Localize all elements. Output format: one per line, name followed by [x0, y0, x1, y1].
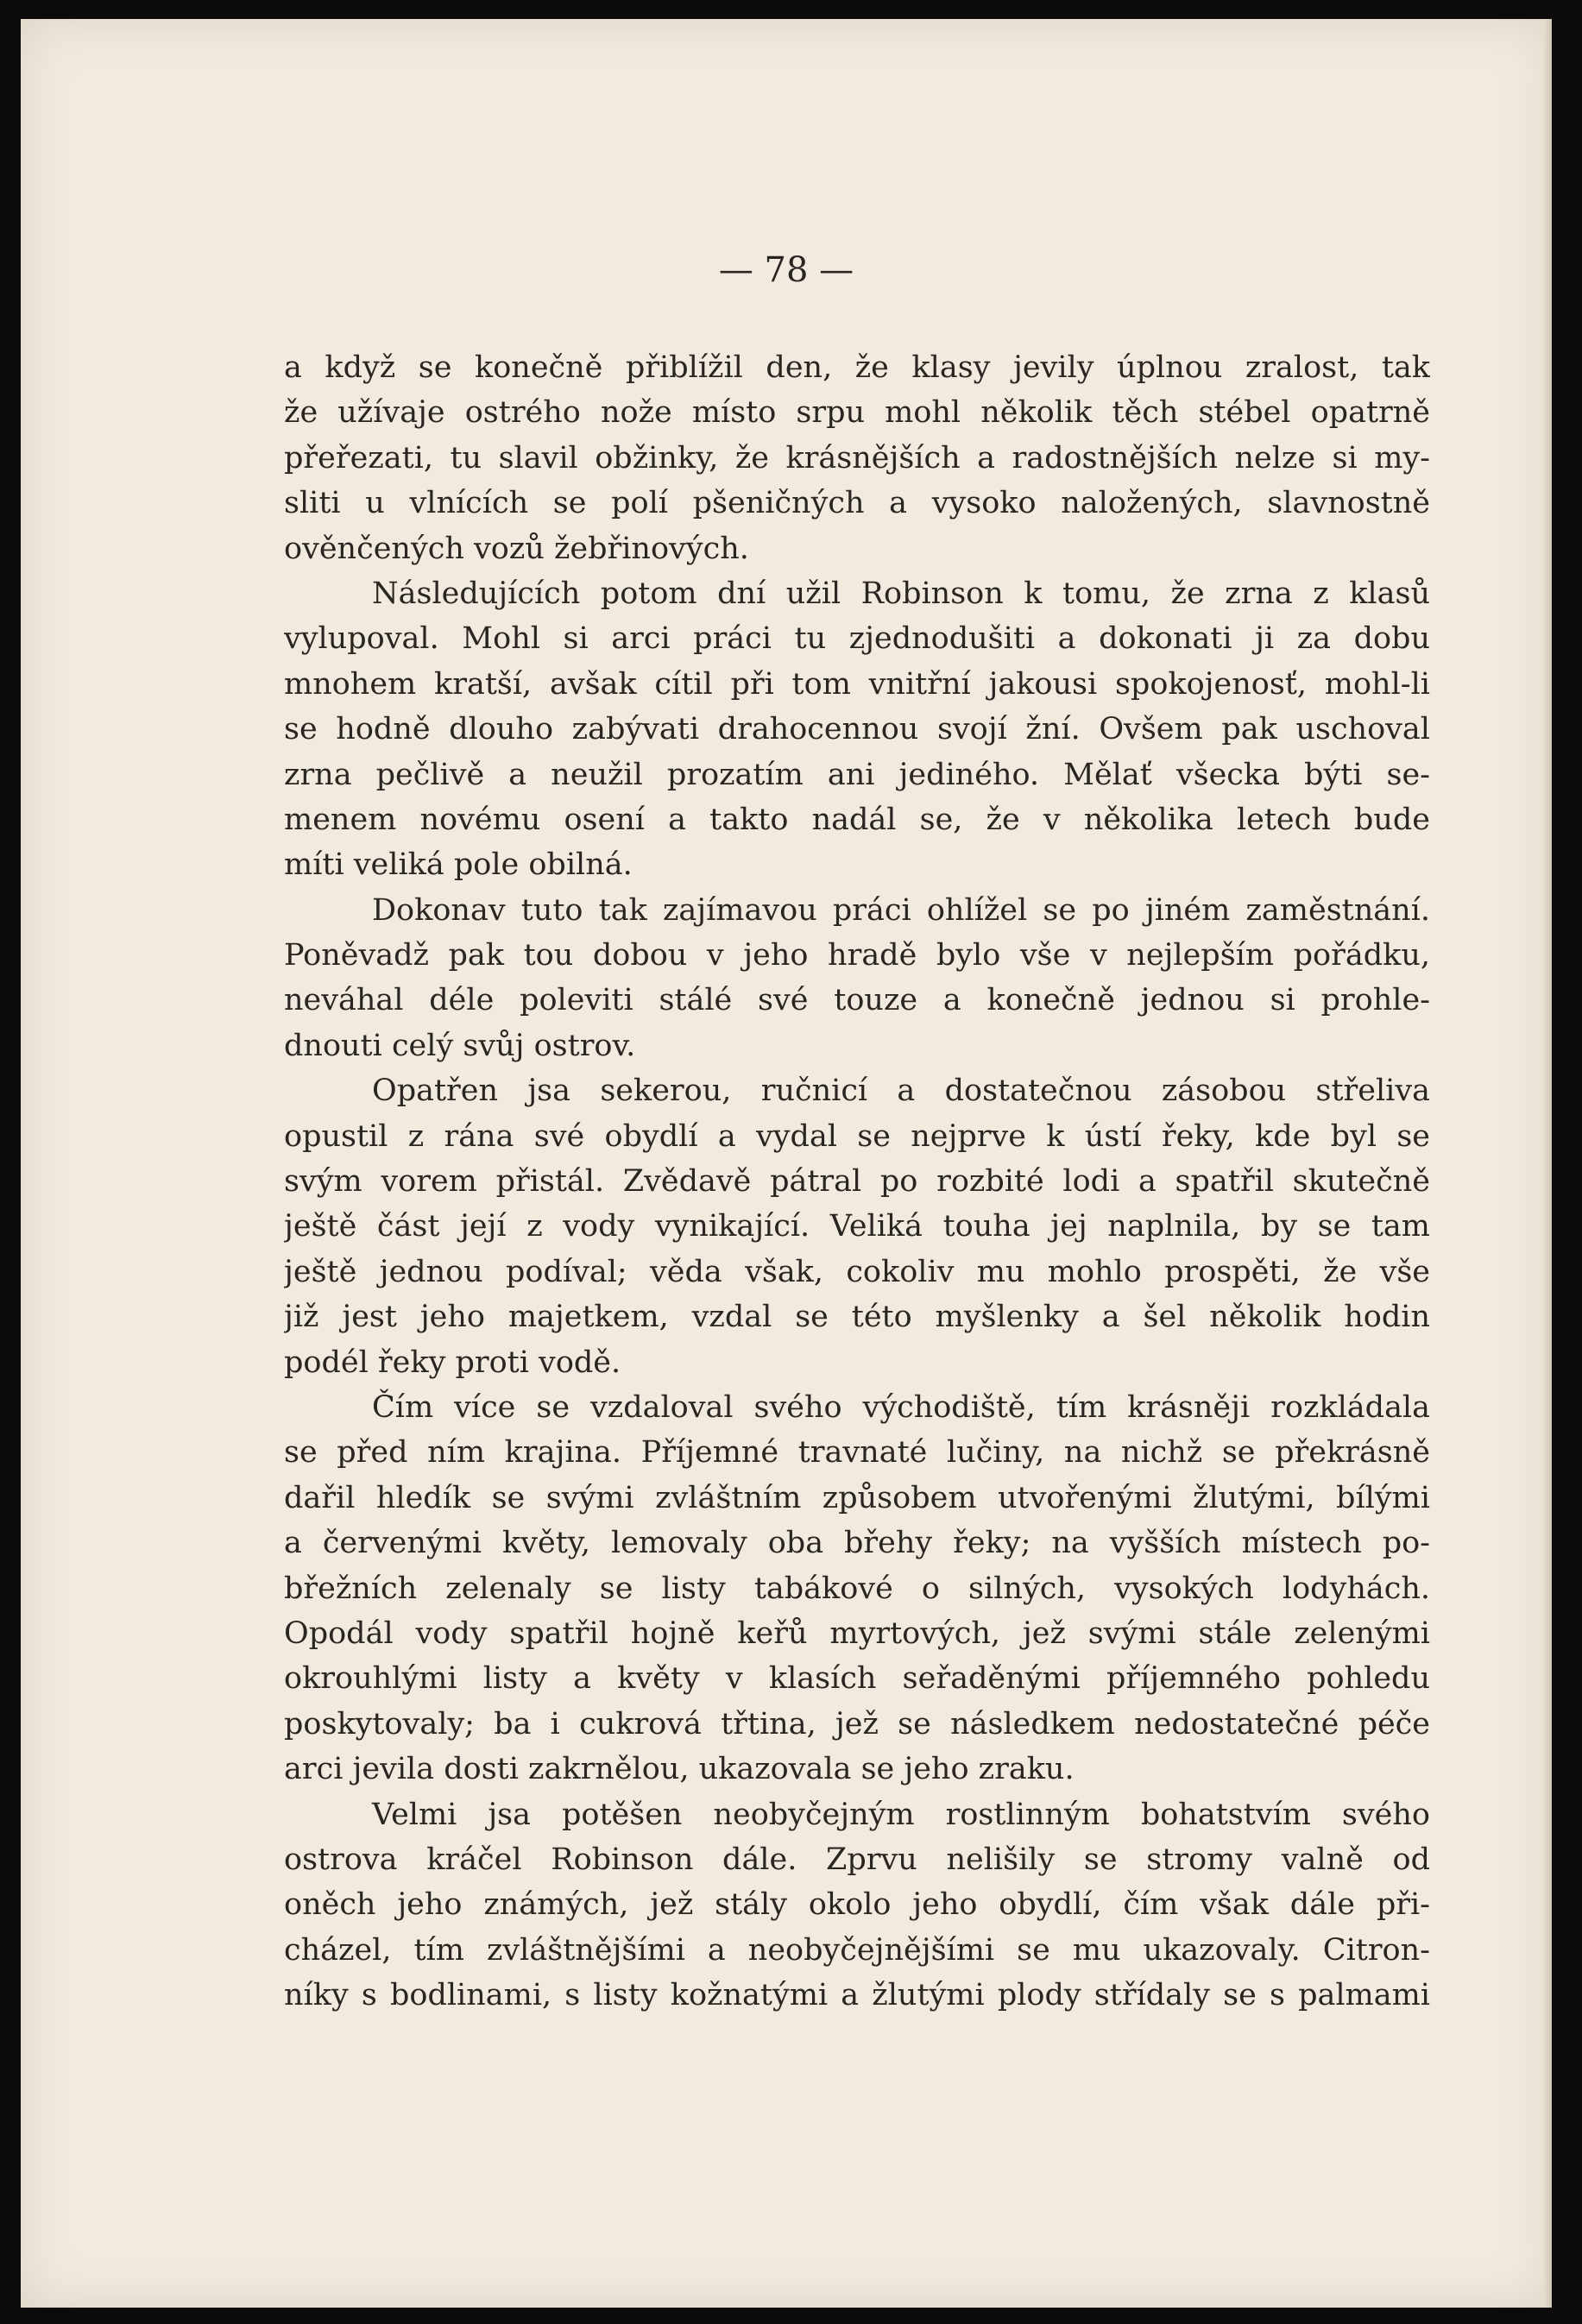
paragraph	[284, 345, 1430, 571]
text-line: okrouhlými listy a květy v klasích seřaděnými příjemného pohledu	[284, 1661, 1430, 1697]
paragraph	[284, 1068, 1430, 1385]
text-line: zrna pečlivě a neužil prozatím ani jediného. Mělať všecka býti se-	[284, 757, 1430, 792]
text-line: ověnčených vozů žebřinových.	[284, 531, 749, 566]
text-line: svým vorem přistál. Zvědavě pátral po rozbité lodi a spatřil skutečně	[284, 1164, 1430, 1200]
text-line: vylupoval. Mohl si arci práci tu zjednodušiti a dokonati ji za dobu	[284, 621, 1430, 657]
paragraph	[284, 571, 1430, 888]
paragraph	[284, 1792, 1430, 2019]
text-line: Čím více se vzdaloval svého východiště, tím krásněji rozkládala	[372, 1389, 1430, 1425]
text-line: ostrova kráčel Robinson dále. Zprvu nelišily se stromy valně od	[284, 1842, 1430, 1877]
text-line: opustil z rána své obydlí a vydal se nejprve k ústí řeky, kde byl se	[284, 1118, 1430, 1154]
text-line: a když se konečně přiblížil den, že klasy jevily úplnou zralost, tak	[284, 350, 1430, 385]
text-line: mnohem kratší, avšak cítil při tom vnitřní jakousi spokojenosť, mohl-li	[284, 666, 1430, 702]
text-line: se hodně dlouho zabývati drahocennou svojí žní. Ovšem pak uschoval	[284, 712, 1430, 747]
paragraph	[284, 1385, 1430, 1792]
text-line: níky s bodlinami, s listy kožnatými a žlutými plody střídaly se s palmami	[284, 1978, 1430, 2013]
text-line: dnouti celý svůj ostrov.	[284, 1028, 636, 1063]
text-line: Opodál vody spatřil hojně keřů myrtových, jež svými stále zelenými	[284, 1615, 1430, 1651]
text-line: že užívaje ostrého nože místo srpu mohl několik těch stébel opatrně	[284, 395, 1430, 431]
text-line: poskytovaly; ba i cukrová třtina, jež se následkem nedostatečné péče	[284, 1706, 1430, 1741]
book-page	[21, 19, 1552, 2308]
text-line: Poněvadž pak tou dobou v jeho hradě bylo vše v nejlepším pořádku,	[284, 938, 1430, 973]
text-line: Velmi jsa potěšen neobyčejným rostlinným bohatstvím svého	[372, 1797, 1430, 1832]
text-line: menem novému osení a takto nadál se, že v několika letech bude	[284, 802, 1430, 837]
text-line: břežních zelenaly se listy tabákové o silných, vysokých lodyhách.	[284, 1571, 1430, 1606]
text-line: cházel, tím zvláštnějšími a neobyčejnějšími se mu ukazovaly. Citron-	[284, 1932, 1430, 1968]
page-edge	[1543, 19, 1552, 2308]
body-text	[284, 345, 1430, 2018]
text-line: dařil hledík se svými zvláštním způsobem utvořenými žlutými, bílými	[284, 1480, 1430, 1515]
text-line: Opatřen jsa sekerou, ručnicí a dostatečnou zásobou střeliva	[372, 1074, 1430, 1109]
text-line: míti veliká pole obilná.	[284, 847, 633, 883]
text-line: se před ním krajina. Příjemné travnaté lučiny, na nichž se překrásně	[284, 1435, 1430, 1471]
paragraph	[284, 888, 1430, 1069]
text-line: přeřezati, tu slavil obžinky, že krásnějších a radostnějších nelze si my-	[284, 440, 1430, 476]
text-line: sliti u vlnících se polí pšeničných a vysoko naložených, slavnostně	[284, 486, 1430, 521]
text-line: a červenými květy, lemovaly oba břehy řeky; na vyšších místech po-	[284, 1526, 1430, 1561]
text-line: arci jevila dosti zakrnělou, ukazovala se jeho zraku.	[284, 1752, 1075, 1787]
page-number: — 78 —	[718, 250, 854, 290]
text-line: ještě jednou podíval; věda však, cokoliv mu mohlo prospěti, že vše	[284, 1254, 1430, 1289]
text-line: již jest jeho majetkem, vzdal se této myšlenky a šel několik hodin	[284, 1300, 1430, 1335]
text-line: oněch jeho známých, jež stály okolo jeho obydlí, čím však dále při-	[284, 1887, 1430, 1923]
text-line: Dokonav tuto tak zajímavou práci ohlížel se po jiném zaměstnání.	[372, 892, 1430, 928]
text-line: neváhal déle poleviti stálé své touze a konečně jednou si prohle-	[284, 983, 1430, 1018]
text-line: podél řeky proti vodě.	[284, 1345, 621, 1380]
text-line: Následujících potom dní užil Robinson k tomu, že zrna z klasů	[372, 576, 1430, 611]
text-line: ještě část její z vody vynikající. Veliká touha jej naplnila, by se tam	[284, 1209, 1430, 1244]
